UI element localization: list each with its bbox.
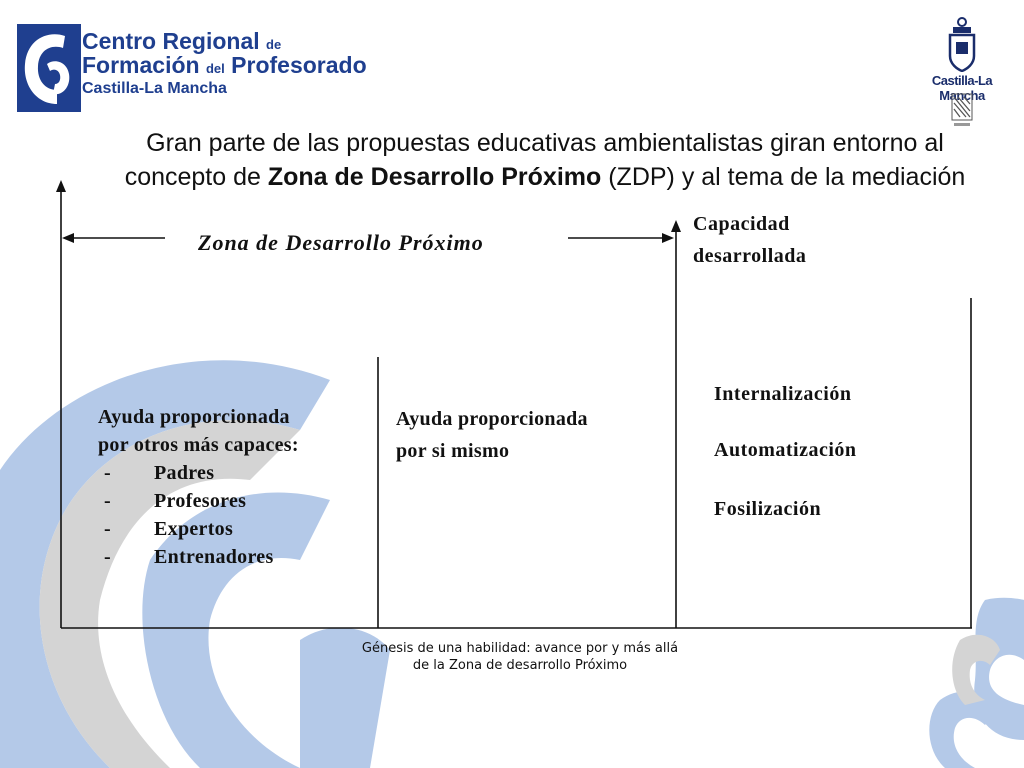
list-item: - Profesores xyxy=(104,490,247,512)
divider-arrowhead xyxy=(671,220,681,232)
headline-part2: (ZDP) y al tema de la mediación xyxy=(601,163,966,191)
list-item: - Expertos xyxy=(104,518,234,540)
column-external-help xyxy=(98,403,299,571)
y-axis-arrowhead xyxy=(56,180,66,192)
region-emblem-icon xyxy=(951,93,973,129)
logo-line3: Castilla-La Mancha xyxy=(82,80,227,97)
col1-heading-line2: por otros más capaces: xyxy=(98,434,299,456)
col2-heading-line2: por si mismo xyxy=(396,440,510,462)
zdp-left-arrowhead xyxy=(62,233,74,243)
capacity-line1: Capacidad xyxy=(693,213,790,235)
headline-part1: Gran parte de las propuestas educativas ambientalistas giran entorno al concepto de xyxy=(124,129,944,191)
list-item: - Entrenadores xyxy=(104,546,274,568)
capacity-label xyxy=(693,208,806,272)
caption-line1: Génesis de una habilidad: avance por y más allá xyxy=(361,641,679,656)
logo-line1: Centro Regional xyxy=(82,28,260,54)
logo-line2-end: Profesorado xyxy=(231,52,367,78)
crfp-logo-text xyxy=(82,30,367,97)
capacity-line2: desarrollada xyxy=(693,245,807,267)
col2-heading-line1: Ayuda proporcionada xyxy=(396,408,588,430)
stage-internalization: Internalización xyxy=(714,383,852,405)
list-item: - Padres xyxy=(104,462,215,484)
stage-fossilization: Fosilización xyxy=(714,498,822,520)
caption-line2: de la Zona de desarrollo Próximo xyxy=(412,658,628,673)
headline xyxy=(120,126,970,194)
diagram-caption xyxy=(300,640,740,674)
stage-automatization: Automatización xyxy=(714,439,857,461)
headline-bold: Zona de Desarrollo Próximo xyxy=(267,163,602,191)
zdp-label: Zona de Desarrollo Próximo xyxy=(198,230,484,255)
logo-line1-small: de xyxy=(266,37,282,52)
crfp-logo-icon xyxy=(17,24,81,112)
column-self-help xyxy=(396,403,588,467)
zdp-right-arrowhead xyxy=(662,233,674,243)
region-logo-label: Castilla-La Mancha xyxy=(931,73,993,103)
coat-of-arms-icon xyxy=(945,16,979,72)
col1-heading-line1: Ayuda proporcionada xyxy=(98,406,290,428)
logo-line2: Formación xyxy=(82,52,200,78)
logo-line2-small: del xyxy=(205,61,225,76)
